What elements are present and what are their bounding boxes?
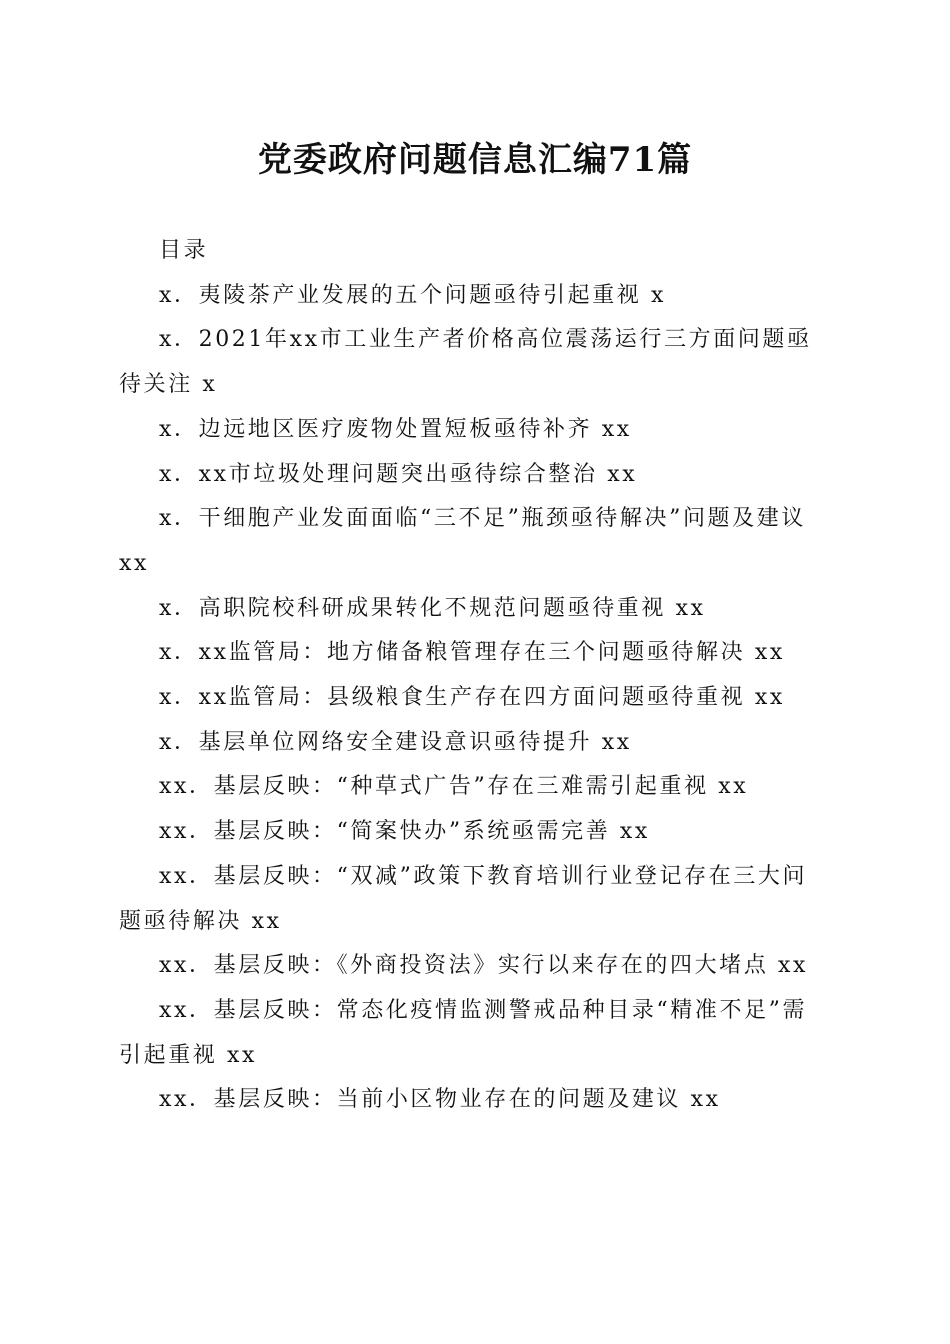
toc-item[interactable]: xx．基层反映：当前小区物业存在的问题及建议 xx bbox=[159, 1087, 721, 1113]
toc-item[interactable]: xx．基层反映：“种草式广告”存在三难需引起重视 xx bbox=[159, 774, 749, 800]
toc-item[interactable]: xx．基层反映：“双减”政策下教育培训行业登记存在三大问题亟待解决 xx bbox=[119, 863, 808, 934]
toc-item[interactable]: x．xx市垃圾处理问题突出亟待综合整治 xx bbox=[159, 461, 638, 487]
toc-item[interactable]: xx．基层反映：“简案快办”系统亟需完善 xx bbox=[159, 819, 650, 845]
toc-item[interactable]: x．干细胞产业发面面临“三不足”瓶颈亟待解决”问题及建议 xx bbox=[119, 506, 806, 576]
toc-item[interactable]: xx．基层反映：《外商投资法》实行以来存在的四大堵点 xx bbox=[159, 953, 809, 979]
toc-item[interactable]: xx．基层反映：常态化疫情监测警戒品种目录“精准不足”需引起重视 xx bbox=[119, 997, 808, 1068]
toc-heading: 目录 bbox=[159, 238, 209, 263]
toc-item[interactable]: x．基层单位网络安全建设意识亟待提升 xx bbox=[159, 729, 632, 755]
toc-item[interactable]: x．高职院校科研成果转化不规范问题亟待重视 xx bbox=[159, 595, 706, 621]
toc-item[interactable]: x．夷陵茶产业发展的五个问题亟待引起重视 x bbox=[159, 282, 667, 308]
toc-list bbox=[119, 274, 831, 1123]
document-title: 党委政府问题信息汇编71篇 bbox=[257, 140, 693, 180]
toc-item[interactable]: x．xx监管局：地方储备粮管理存在三个问题亟待解决 xx bbox=[159, 640, 785, 666]
toc-item[interactable]: x．xx监管局：县级粮食生产存在四方面问题亟待重视 xx bbox=[159, 685, 785, 711]
toc-item[interactable]: x．边远地区医疗废物处置短板亟待补齐 xx bbox=[159, 416, 632, 442]
table-of-contents bbox=[119, 229, 831, 1123]
toc-item[interactable]: x．2021年xx市工业生产者价格高位震荡运行三方面问题亟待关注 x bbox=[119, 327, 812, 398]
